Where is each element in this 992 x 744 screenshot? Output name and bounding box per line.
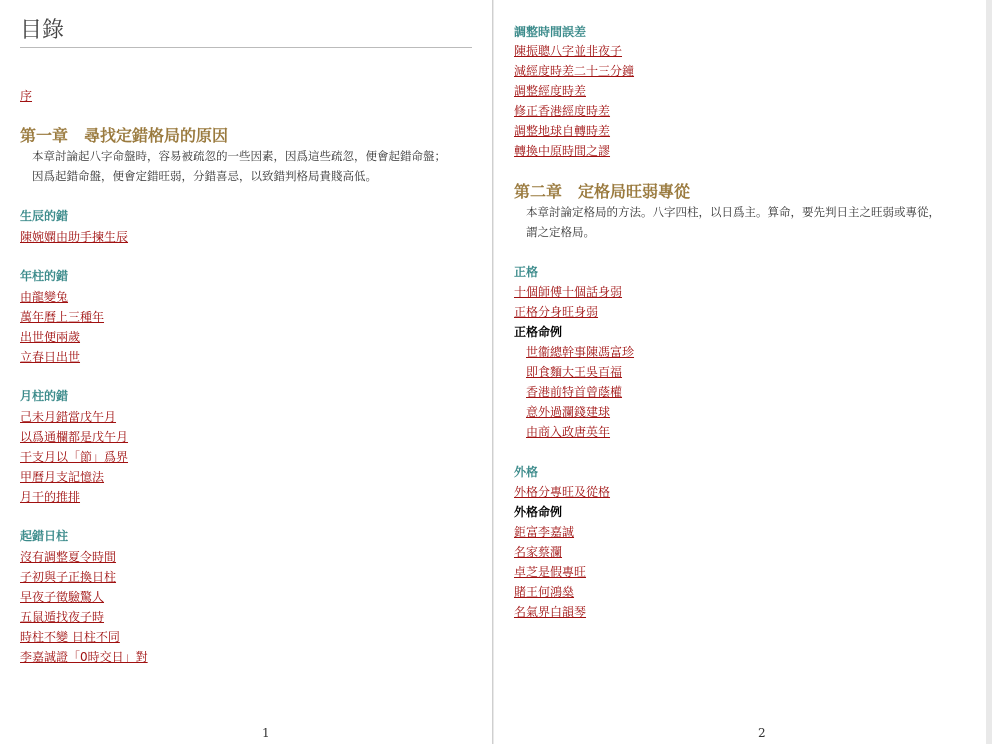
- link-day-pillar-0[interactable]: 沒有調整夏令時間: [20, 550, 117, 564]
- chapter-2-desc-line-1: 本章討論定格局的方法。八字四柱，以日爲主。算命，要先判日主之旺弱或專從，: [526, 205, 940, 219]
- link-year-pillar-3[interactable]: 立春日出世: [20, 350, 81, 364]
- link-day-pillar-1[interactable]: 子初與子正換日柱: [20, 570, 117, 584]
- chapter-1-desc-line-1: 本章討論起八字命盤時，容易被疏忽的一些因素，因爲這些疏忽，便會起錯命盤；: [32, 149, 446, 163]
- chapter-2-desc-line-2: 謂之定格局。: [526, 225, 595, 239]
- section-birth-time-error: 生辰的錯: [20, 209, 69, 223]
- link-day-pillar-4[interactable]: 時柱不變 日柱不同: [20, 630, 120, 644]
- link-zhengge-example-3[interactable]: 意外過瀾錢建球: [526, 405, 611, 419]
- chapter-2-heading: 第二章 定格局旺弱專從: [514, 182, 691, 201]
- link-waige-0[interactable]: 外格分專旺及從格: [514, 485, 611, 499]
- link-month-pillar-4[interactable]: 月干的推排: [20, 490, 81, 504]
- link-time-error-2[interactable]: 調整經度時差: [514, 84, 587, 98]
- link-day-pillar-3[interactable]: 五鼠遁找夜子時: [20, 610, 105, 624]
- section-waige: 外格: [514, 465, 539, 479]
- section-year-pillar-error: 年柱的錯: [20, 269, 69, 283]
- link-waige-example-1[interactable]: 名家蔡瀾: [514, 545, 563, 559]
- page-right: [494, 0, 986, 744]
- link-preface[interactable]: 序: [20, 89, 33, 103]
- subsection-waige-examples: 外格命例: [514, 505, 563, 519]
- link-waige-example-3[interactable]: 賭王何鴻燊: [514, 585, 575, 599]
- link-waige-example-0[interactable]: 鉅富李嘉誠: [514, 525, 575, 539]
- section-month-pillar-error: 月柱的錯: [20, 389, 69, 403]
- subsection-zhengge-examples: 正格命例: [514, 325, 563, 339]
- link-month-pillar-2[interactable]: 干支月以「節」爲界: [20, 450, 129, 464]
- link-time-error-3[interactable]: 修正香港經度時差: [514, 104, 611, 118]
- link-zhengge-0[interactable]: 十個師傅十個話身弱: [514, 285, 623, 299]
- link-time-error-4[interactable]: 調整地球自轉時差: [514, 124, 611, 138]
- page-number: 2: [758, 726, 766, 740]
- chapter-1-heading: 第一章 尋找定錯格局的原因: [20, 126, 229, 145]
- link-year-pillar-2[interactable]: 出世便兩歲: [20, 330, 81, 344]
- link-zhengge-example-0[interactable]: 世衞總幹事陳馮富珍: [526, 345, 635, 359]
- link-birth-time-0[interactable]: 陳婉嫻由助手揀生辰: [20, 230, 129, 244]
- page-left: [0, 0, 493, 744]
- link-waige-example-4[interactable]: 名氣界白韻琴: [514, 605, 587, 619]
- link-year-pillar-1[interactable]: 萬年曆上三種年: [20, 310, 105, 324]
- link-time-error-5[interactable]: 轉換中原時間之謬: [514, 144, 611, 158]
- link-month-pillar-0[interactable]: 己未月錯當戊午月: [20, 410, 117, 424]
- toc-title: 目錄: [20, 16, 472, 48]
- link-month-pillar-1[interactable]: 以爲通欄都是戊午月: [20, 430, 129, 444]
- link-zhengge-example-4[interactable]: 由商入政唐英年: [526, 425, 611, 439]
- link-zhengge-1[interactable]: 正格分身旺身弱: [514, 305, 599, 319]
- link-year-pillar-0[interactable]: 由龍變兔: [20, 290, 69, 304]
- chapter-1-desc-line-2: 因爲起錯命盤，便會定錯旺弱，分錯喜忌，以致錯判格局貴賤高低。: [32, 169, 377, 183]
- link-zhengge-example-1[interactable]: 即食麵大王吳百福: [526, 365, 623, 379]
- section-zhengge: 正格: [514, 265, 539, 279]
- link-month-pillar-3[interactable]: 甲曆月支記憶法: [20, 470, 105, 484]
- section-day-pillar-error: 起錯日柱: [20, 529, 69, 543]
- page-number: 1: [262, 726, 270, 740]
- link-waige-example-2[interactable]: 卓芝是假專旺: [514, 565, 587, 579]
- link-time-error-0[interactable]: 陳振聰八字並非夜子: [514, 44, 623, 58]
- section-time-error-adjust: 調整時間誤差: [514, 25, 587, 39]
- link-zhengge-example-2[interactable]: 香港前特首曾蔭權: [526, 385, 623, 399]
- link-time-error-1[interactable]: 減經度時差二十三分鐘: [514, 64, 635, 78]
- link-day-pillar-2[interactable]: 早夜子徵驗驚人: [20, 590, 105, 604]
- link-day-pillar-5[interactable]: 李嘉誠證「0時交日」對: [20, 650, 148, 664]
